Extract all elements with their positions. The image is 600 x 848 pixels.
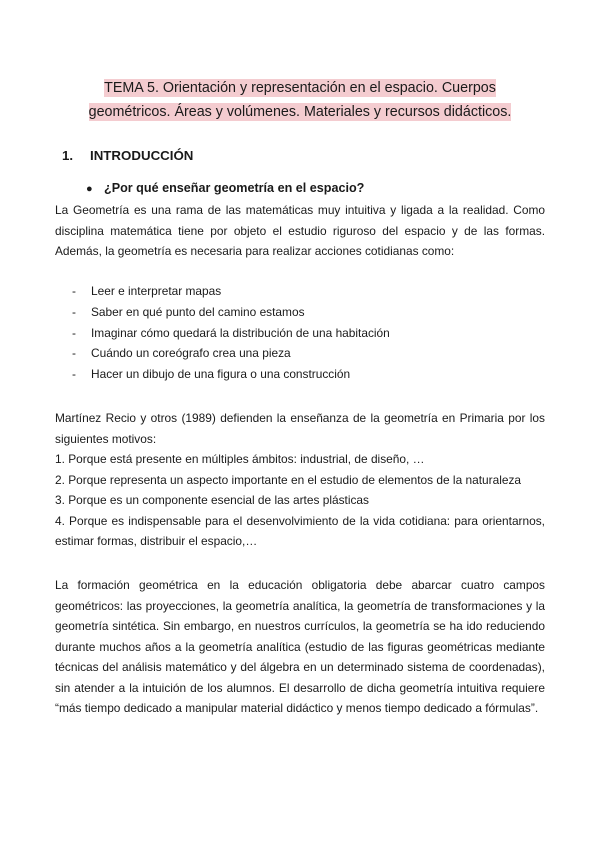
dash-marker: - <box>72 346 76 361</box>
list-item <box>72 364 390 385</box>
motive-item: 4. Porque es indispensable para el desenvolvimiento de la vida cotidiana: para orientarnos, estimar formas, distribuir el espacio,… <box>55 513 545 548</box>
list-item <box>72 323 390 344</box>
motive-item: 3. Porque es un componente esencial de las artes plásticas <box>55 493 369 507</box>
dash-marker: - <box>72 325 76 340</box>
section-number: 1. <box>62 148 74 163</box>
dash-marker: - <box>72 284 76 298</box>
list-item-text: Leer e interpretar mapas <box>91 284 222 298</box>
document-title <box>60 76 540 124</box>
title-line-1: TEMA 5. Orientación y representación en el espacio. Cuerpos <box>104 80 496 96</box>
question-text: ¿Por qué enseñar geometría en el espacio? <box>104 181 365 195</box>
section-label: INTRODUCCIÓN <box>90 148 194 163</box>
motive-item: 1. Porque está presente en múltiples ámbitos: industrial, de diseño, … <box>55 452 425 466</box>
motives-intro: Martínez Recio y otros (1989) defienden la enseñanza de la geometría en Primaria por los siguientes motivos: <box>55 411 545 446</box>
list-item-text: Cuándo un coreógrafo crea una pieza <box>91 346 291 361</box>
list-item-text: Hacer un dibujo de una figura o una construcción <box>91 367 351 382</box>
intro-paragraph: La Geometría es una rama de las matemáticas muy intuitiva y ligada a la realidad. Como disciplina matemática tiene por objeto el estudio riguroso del espacio y de las formas. Además, la geometría es necesaria para realizar acciones cotidianas como: <box>55 203 545 258</box>
list-item <box>72 302 390 323</box>
section-heading <box>62 147 193 165</box>
motives-list <box>55 449 545 552</box>
question-heading <box>86 179 364 198</box>
dash-marker: - <box>72 367 76 382</box>
bullet-icon: ● <box>86 183 93 195</box>
list-item <box>72 281 390 302</box>
actions-list <box>72 281 390 385</box>
list-item <box>72 343 390 364</box>
dash-marker: - <box>72 304 76 319</box>
title-line-2: geométricos. Áreas y volúmenes. Materiales y recursos didácticos. <box>88 104 512 120</box>
motive-item: 2. Porque representa un aspecto importante en el estudio de elementos de la naturaleza <box>55 472 522 487</box>
closing-paragraph: La formación geométrica en la educación obligatoria debe abarcar cuatro campos geométricos: las proyecciones, la geometría analítica, la geometría de transformaciones y la geometría sintética. Sin embargo, en nuestros currículos, la geometría se ha ido reduciendo durante muchos años a la geometría analítica (estudio de las figuras geométricas mediante técnicas del análisis matemático y del álgebra en un determinado sistema de coordenadas), sin atender a la intuición de los alumnos. El desarrollo de dicha geometría intuitiva requiere “más tiempo dedicado a manipular material didáctico y menos tiempo dedicado a fórmulas”. <box>55 578 545 715</box>
list-item-text: Imaginar cómo quedará la distribución de una habitación <box>91 325 390 340</box>
list-item-text: Saber en qué punto del camino estamos <box>91 304 305 319</box>
